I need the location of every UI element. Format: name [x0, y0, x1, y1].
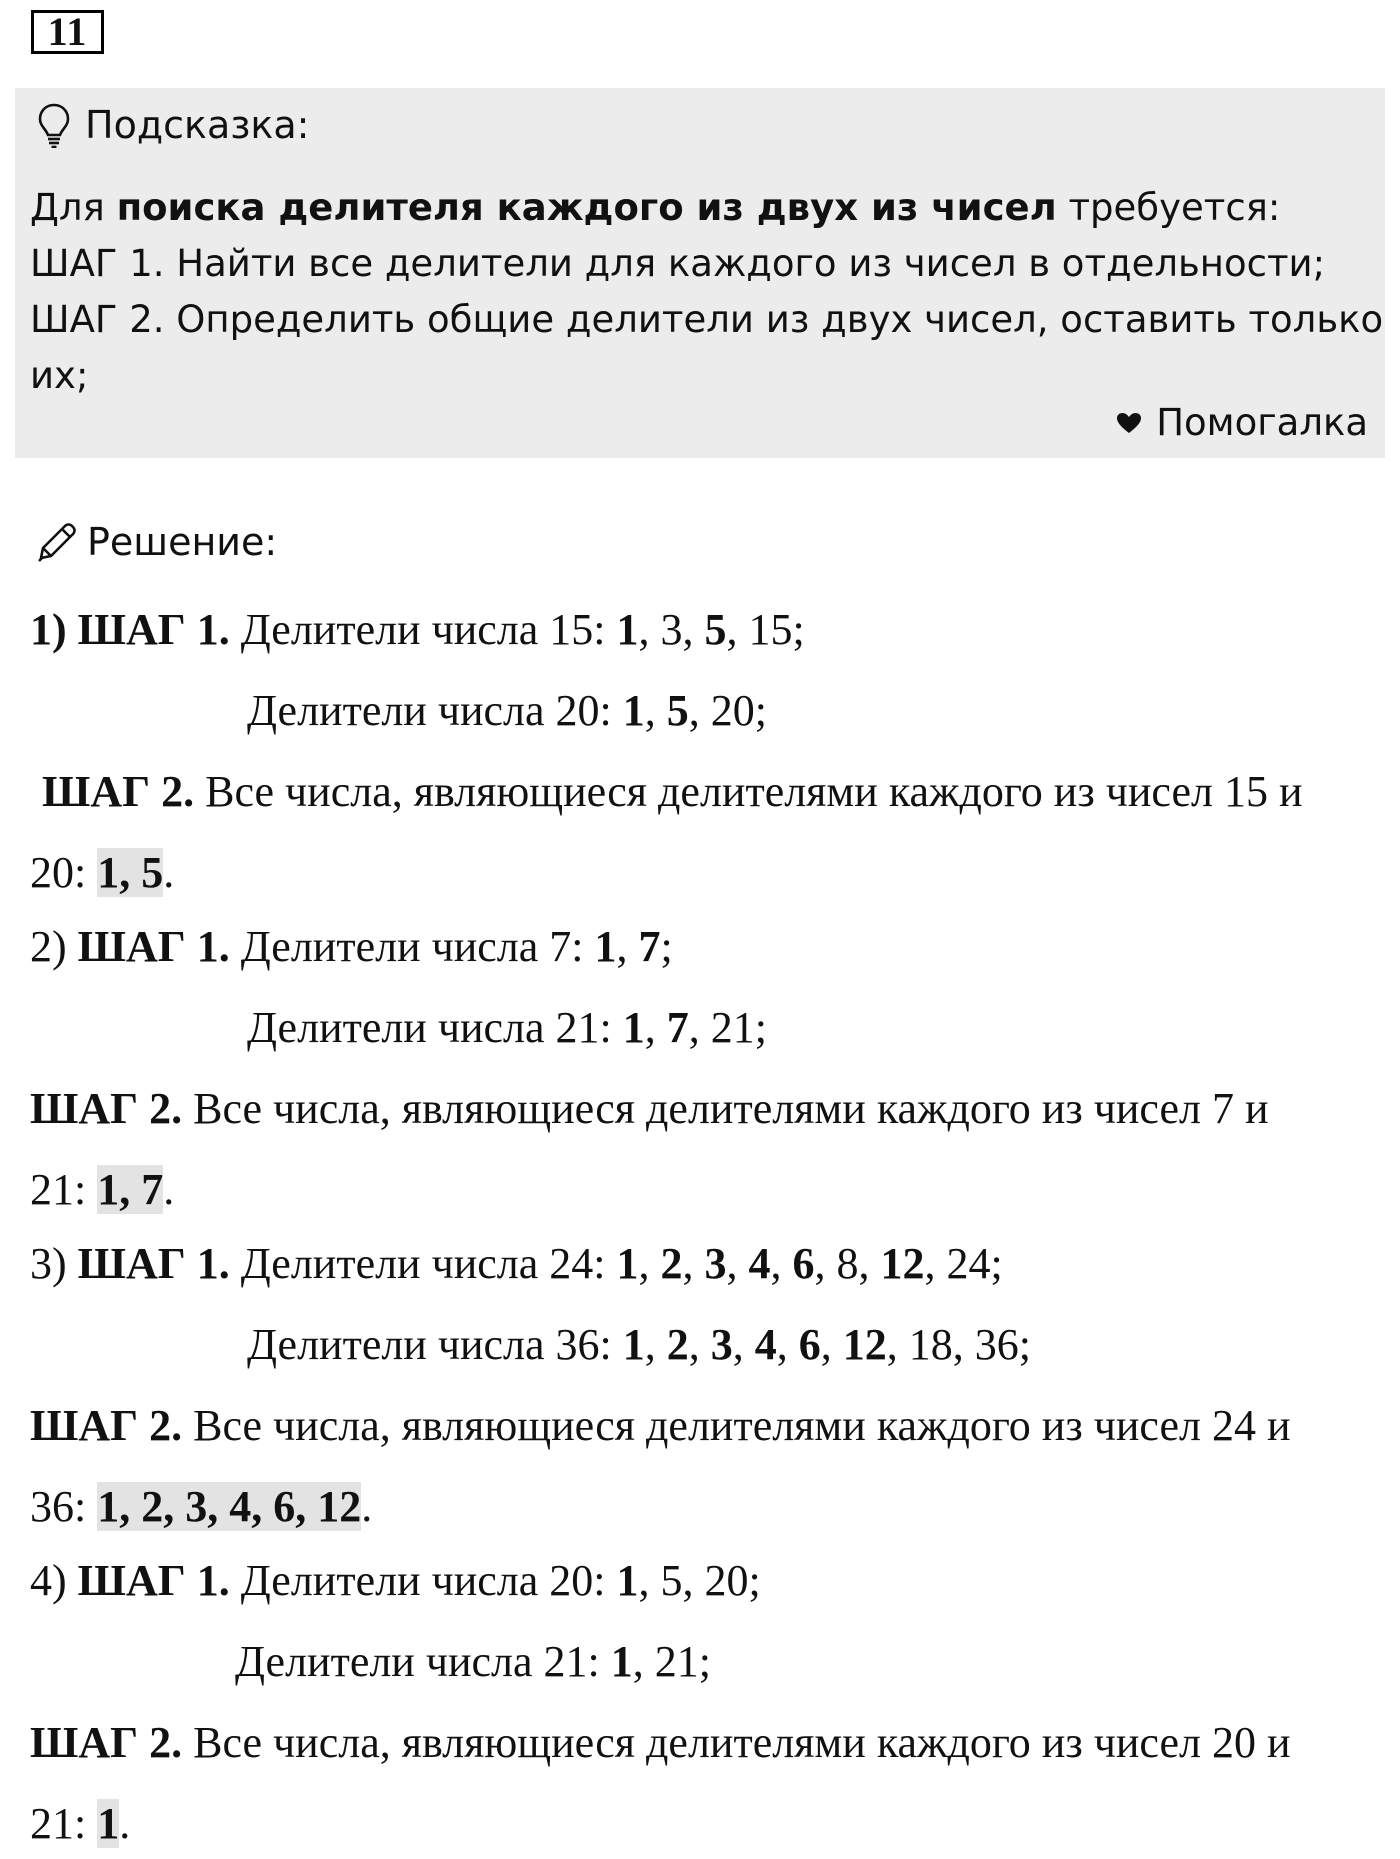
- hint-text: [30, 180, 1384, 404]
- answer-highlight: 1: [97, 1799, 120, 1848]
- helper-link[interactable]: [1116, 401, 1368, 444]
- common-divisor: 2: [660, 1239, 683, 1288]
- part-4-divisors-b-line: Делители числа 21: 1, 21;: [235, 1637, 711, 1686]
- common-divisor: 2: [666, 1320, 689, 1369]
- divisor: 3: [660, 605, 683, 654]
- answer-highlight: 1, 2, 3, 4, 6, 12: [97, 1482, 362, 1531]
- common-divisor: 3: [704, 1239, 727, 1288]
- divisor: 8: [836, 1239, 859, 1288]
- hint-step1-text: Найти все делители для каждого из чисел в отдельности;: [164, 242, 1326, 285]
- hint-box: [15, 88, 1385, 458]
- hint-intro-post: требуется:: [1056, 186, 1281, 229]
- hint-intro-line: [30, 180, 1370, 236]
- hint-intro-pre: Для: [30, 186, 117, 229]
- common-divisor: 1: [622, 686, 645, 735]
- solution-title: Решение:: [87, 520, 278, 564]
- hint-step2-label: ШАГ 2.: [30, 298, 165, 341]
- step1-label: ШАГ 1.: [77, 1239, 230, 1288]
- step2-text: Все числа, являющиеся делителями каждого из чисел 7 и: [193, 1084, 1269, 1133]
- step2-label: ШАГ 2.: [42, 767, 195, 816]
- part-1-step2-line: [42, 757, 1382, 827]
- divisor: 36: [974, 1320, 1019, 1369]
- answer-highlight: 1, 7: [97, 1165, 164, 1214]
- step2-text: Все числа, являющиеся делителями каждого из чисел 15 и: [205, 767, 1303, 816]
- common-divisor: 5: [666, 686, 689, 735]
- divisors-label: Делители числа 36:: [247, 1320, 623, 1369]
- part-1-step1-line: 1) ШАГ 1. Делители числа 15: 1, 3, 5, 15;: [30, 605, 805, 654]
- part-2-step2-line: [30, 1074, 1370, 1144]
- divisor: 21: [710, 1003, 755, 1052]
- common-divisor: 1: [594, 922, 617, 971]
- lightbulb-icon: [37, 102, 71, 148]
- part-number: 2): [30, 922, 78, 971]
- solution-header: [33, 515, 277, 569]
- common-divisor: 6: [792, 1239, 815, 1288]
- part-4-answer-line: 21: 1.: [30, 1799, 131, 1848]
- part-number: 4): [30, 1556, 78, 1605]
- answer-highlight: 1, 5: [97, 848, 164, 897]
- divisor: 20: [704, 1556, 749, 1605]
- part-number: 3): [30, 1239, 78, 1288]
- part-2-step1-line: 2) ШАГ 1. Делители числа 7: 1, 7;: [30, 922, 673, 971]
- common-divisor: 1: [610, 1637, 633, 1686]
- common-divisor: 4: [748, 1239, 771, 1288]
- step2-label: ШАГ 2.: [30, 1084, 183, 1133]
- common-divisor: 7: [638, 922, 661, 971]
- part-3-answer-line: 36: 1, 2, 3, 4, 6, 12.: [30, 1482, 373, 1531]
- common-divisor: 1: [616, 605, 639, 654]
- divisors-label: Делители числа 24:: [240, 1239, 617, 1288]
- divisors-label: Делители числа 7:: [240, 922, 595, 971]
- divisors-label: Делители числа 20:: [247, 686, 623, 735]
- hint-step1-line: [30, 236, 1370, 292]
- step1-label: ШАГ 1.: [77, 922, 230, 971]
- common-divisor: 4: [754, 1320, 777, 1369]
- helper-label: Помогалка: [1156, 401, 1368, 444]
- common-divisor: 7: [666, 1003, 689, 1052]
- part-2-divisors-b-line: Делители числа 21: 1, 7, 21;: [247, 1003, 767, 1052]
- common-divisor: 1: [622, 1003, 645, 1052]
- part-4-step1-line: 4) ШАГ 1. Делители числа 20: 1, 5, 20;: [30, 1556, 761, 1605]
- divisors-label: Делители числа 21:: [247, 1003, 623, 1052]
- divisors-label: Делители числа 15:: [240, 605, 617, 654]
- step2-text: Все числа, являющиеся делителями каждого из чисел 24 и: [193, 1401, 1291, 1450]
- common-divisor: 6: [798, 1320, 821, 1369]
- part-3-step1-line: 3) ШАГ 1. Делители числа 24: 1, 2, 3, 4, 6, 8, 12, 24;: [30, 1239, 1003, 1288]
- common-divisor: 12: [880, 1239, 925, 1288]
- part-1-answer-line: 20: 1, 5.: [30, 848, 175, 897]
- step2-text: Все числа, являющиеся делителями каждого из чисел 20 и: [193, 1718, 1291, 1767]
- step2-label: ШАГ 2.: [30, 1401, 183, 1450]
- divisors-label: Делители числа 20:: [240, 1556, 617, 1605]
- common-divisor: 1: [616, 1239, 639, 1288]
- hint-intro-bold: поиска делителя каждого из двух из чисел: [116, 186, 1057, 229]
- answer-prefix: 21:: [30, 1799, 98, 1848]
- heart-icon: [1116, 412, 1142, 434]
- step2-label: ШАГ 2.: [30, 1718, 183, 1767]
- part-3-step2-line: [30, 1391, 1370, 1461]
- answer-prefix: 21:: [30, 1165, 98, 1214]
- common-divisor: 1: [622, 1320, 645, 1369]
- divisor: 15: [748, 605, 793, 654]
- part-2-answer-line: 21: 1, 7.: [30, 1165, 175, 1214]
- hint-header: [37, 100, 309, 150]
- part-3-divisors-b-line: Делители числа 36: 1, 2, 3, 4, 6, 12, 18, 36;: [247, 1320, 1031, 1369]
- common-divisor: 12: [842, 1320, 887, 1369]
- answer-prefix: 20:: [30, 848, 98, 897]
- hint-step2-continuation: их;: [30, 354, 89, 397]
- pencil-icon: [33, 518, 81, 566]
- hint-step1-label: ШАГ 1.: [30, 242, 165, 285]
- hint-step2-line: [30, 292, 1384, 348]
- answer-prefix: 36:: [30, 1482, 98, 1531]
- part-4-step2-line: [30, 1708, 1370, 1778]
- common-divisor: 1: [616, 1556, 639, 1605]
- hint-title: Подсказка:: [85, 103, 310, 147]
- step1-label: ШАГ 1.: [77, 1556, 230, 1605]
- divisor: 21: [654, 1637, 699, 1686]
- divisors-label: Делители числа 21:: [235, 1637, 611, 1686]
- divisor: 5: [660, 1556, 683, 1605]
- common-divisor: 3: [710, 1320, 733, 1369]
- divisor: 24: [946, 1239, 991, 1288]
- step1-label: ШАГ 1.: [77, 605, 230, 654]
- part-number: 1): [30, 605, 78, 654]
- task-number: 11: [31, 10, 104, 54]
- divisor: 18: [908, 1320, 953, 1369]
- part-1-divisors-b-line: Делители числа 20: 1, 5, 20;: [247, 686, 767, 735]
- common-divisor: 5: [704, 605, 727, 654]
- hint-step2-text: Определить общие делители из двух чисел, оставить только: [164, 298, 1384, 341]
- divisor: 20: [710, 686, 755, 735]
